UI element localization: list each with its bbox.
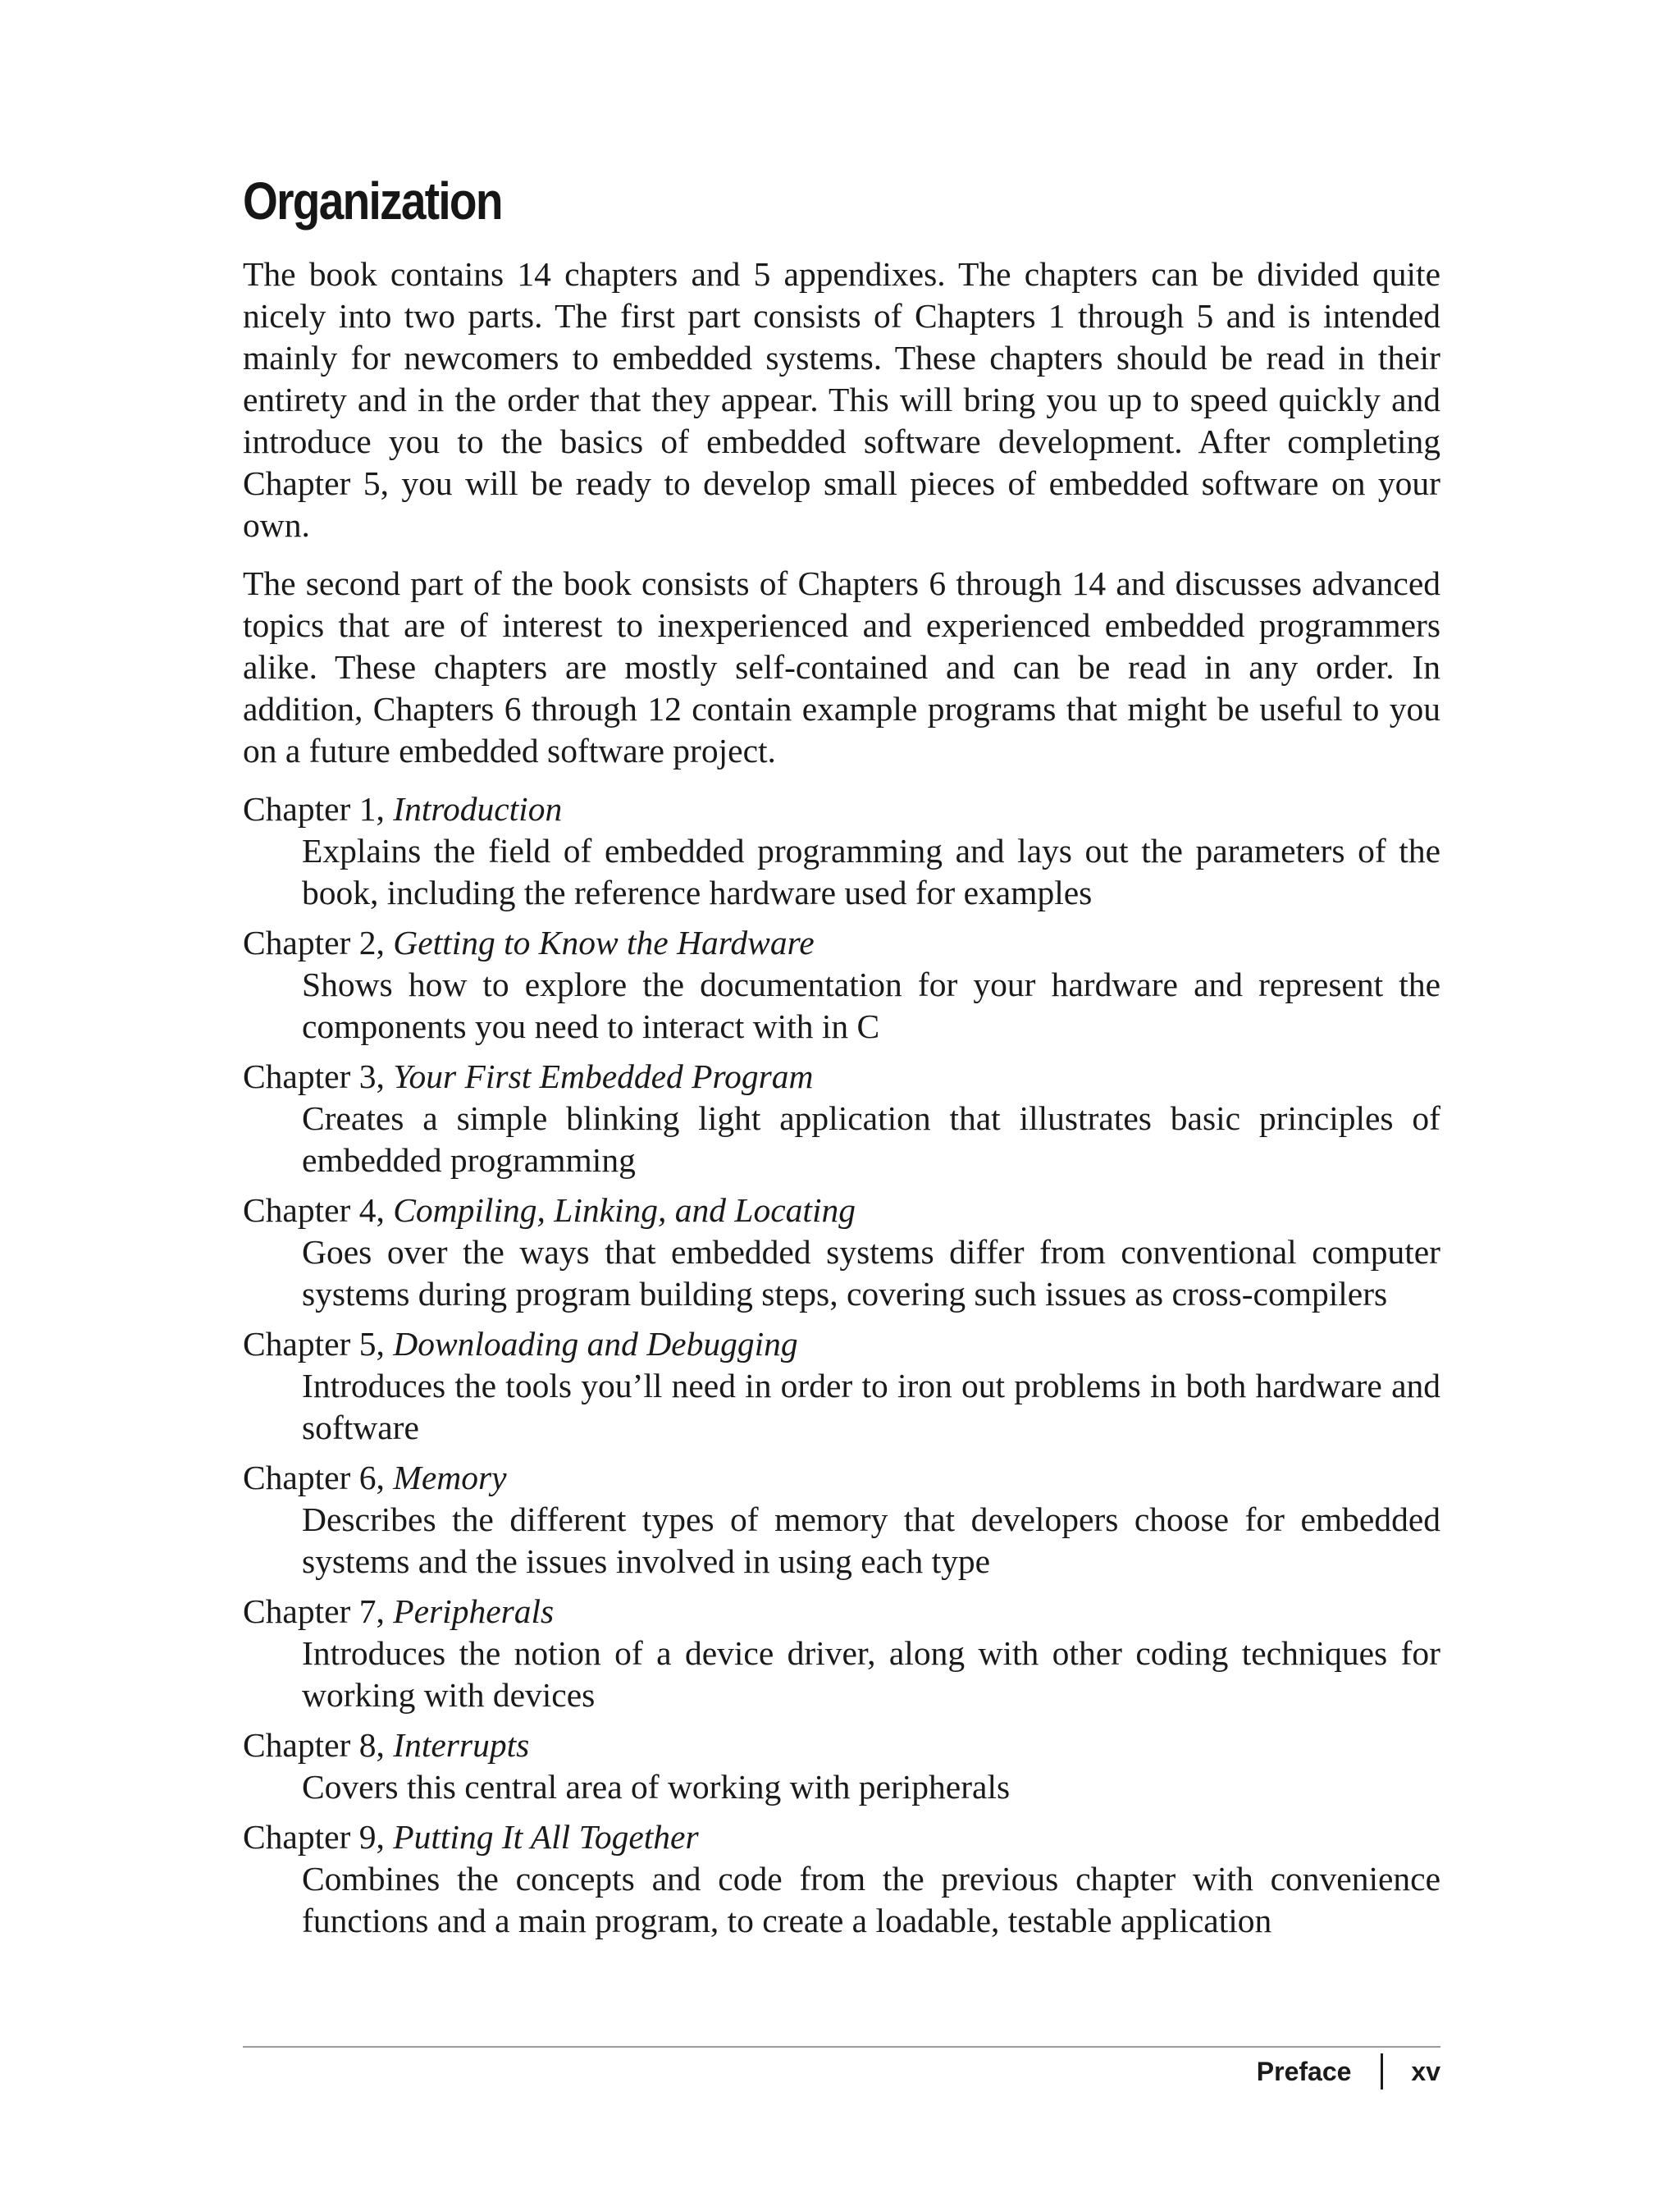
chapter-entry-5 bbox=[243, 1323, 1440, 1449]
chapter-list bbox=[243, 788, 1440, 1942]
chapter-entry-7 bbox=[243, 1591, 1440, 1716]
chapter-name: Putting It All Together bbox=[393, 1818, 699, 1856]
chapter-name: Your First Embedded Program bbox=[393, 1057, 814, 1095]
chapter-name: Peripherals bbox=[393, 1592, 555, 1630]
chapter-title bbox=[243, 1457, 1440, 1499]
chapter-label: Chapter 3, bbox=[243, 1057, 385, 1095]
chapter-entry-3 bbox=[243, 1056, 1440, 1181]
footer-section-label: Preface bbox=[1256, 2056, 1352, 2086]
chapter-entry-6 bbox=[243, 1457, 1440, 1583]
page-number: xv bbox=[1411, 2056, 1440, 2086]
chapter-entry-2 bbox=[243, 922, 1440, 1048]
chapter-name: Introduction bbox=[393, 790, 563, 828]
chapter-name: Compiling, Linking, and Locating bbox=[393, 1191, 856, 1229]
chapter-description: Introduces the notion of a device driver, along with other coding techniques for working with devices bbox=[302, 1634, 1440, 1714]
section-heading: Organization bbox=[243, 171, 502, 231]
chapter-label: Chapter 8, bbox=[243, 1726, 385, 1764]
chapter-name: Downloading and Debugging bbox=[393, 1325, 798, 1363]
chapter-description: Shows how to explore the documentation for your hardware and represent the components you need to interact with in C bbox=[302, 966, 1440, 1045]
paragraph-2: The second part of the book consists of Chapters 6 through 14 and discusses advanced topics that are of interest to inexperienced and experienced embedded programmers alike. These chapters are mostly self-contained and can be read in any order. In addition, Chapters 6 through 12 contain example programs that might be useful to you on a future embedded software project. bbox=[243, 564, 1440, 770]
chapter-description: Describes the different types of memory that developers choose for embedded systems and the issues involved in using each type bbox=[302, 1500, 1440, 1580]
footer-divider bbox=[243, 2046, 1440, 2048]
chapter-title bbox=[243, 1323, 1440, 1365]
chapter-entry-8 bbox=[243, 1724, 1440, 1808]
chapter-label: Chapter 7, bbox=[243, 1592, 385, 1630]
chapter-entry-1 bbox=[243, 788, 1440, 914]
chapter-label: Chapter 1, bbox=[243, 790, 385, 828]
chapter-label: Chapter 5, bbox=[243, 1325, 385, 1363]
chapter-label: Chapter 6, bbox=[243, 1459, 385, 1496]
chapter-description: Goes over the ways that embedded systems differ from conventional computer systems during program building steps, covering such issues as cross-compilers bbox=[302, 1233, 1440, 1313]
chapter-label: Chapter 2, bbox=[243, 924, 385, 961]
chapter-description: Explains the field of embedded programming and lays out the parameters of the book, including the reference hardware used for examples bbox=[302, 832, 1440, 911]
chapter-title bbox=[243, 1591, 1440, 1633]
chapter-description: Creates a simple blinking light application that illustrates basic principles of embedded programming bbox=[302, 1099, 1440, 1179]
chapter-title bbox=[243, 922, 1440, 964]
chapter-title bbox=[243, 1190, 1440, 1231]
chapter-label: Chapter 4, bbox=[243, 1191, 385, 1229]
chapter-title bbox=[243, 1724, 1440, 1766]
chapter-title bbox=[243, 788, 1440, 830]
paragraph-1: The book contains 14 chapters and 5 appendixes. The chapters can be divided quite nicely into two parts. The first part consists of Chapters 1 through 5 and is intended mainly for newcomers to embedded systems. These chapters should be read in their entirety and in the order that they appear. This will bring you up to speed quickly and introduce you to the basics of embedded software development. After completing Chapter 5, you will be ready to develop small pieces of embedded software on your own. bbox=[243, 255, 1440, 544]
chapter-name: Getting to Know the Hardware bbox=[393, 924, 815, 961]
chapter-description: Covers this central area of working with peripherals bbox=[302, 1768, 1011, 1806]
page-content bbox=[243, 168, 1440, 1950]
page-footer bbox=[1257, 2051, 1440, 2092]
chapter-label: Chapter 9, bbox=[243, 1818, 385, 1856]
chapter-entry-4 bbox=[243, 1190, 1440, 1315]
chapter-title bbox=[243, 1056, 1440, 1098]
chapter-description: Introduces the tools you’ll need in order to iron out problems in both hardware and software bbox=[302, 1367, 1440, 1446]
footer-separator bbox=[1381, 2053, 1383, 2090]
chapter-entry-9 bbox=[243, 1816, 1440, 1942]
chapter-name: Memory bbox=[393, 1459, 507, 1496]
chapter-description: Combines the concepts and code from the previous chapter with convenience functions and a main program, to create a loadable, testable application bbox=[302, 1860, 1440, 1939]
chapter-name: Interrupts bbox=[393, 1726, 530, 1764]
chapter-title bbox=[243, 1816, 1440, 1858]
